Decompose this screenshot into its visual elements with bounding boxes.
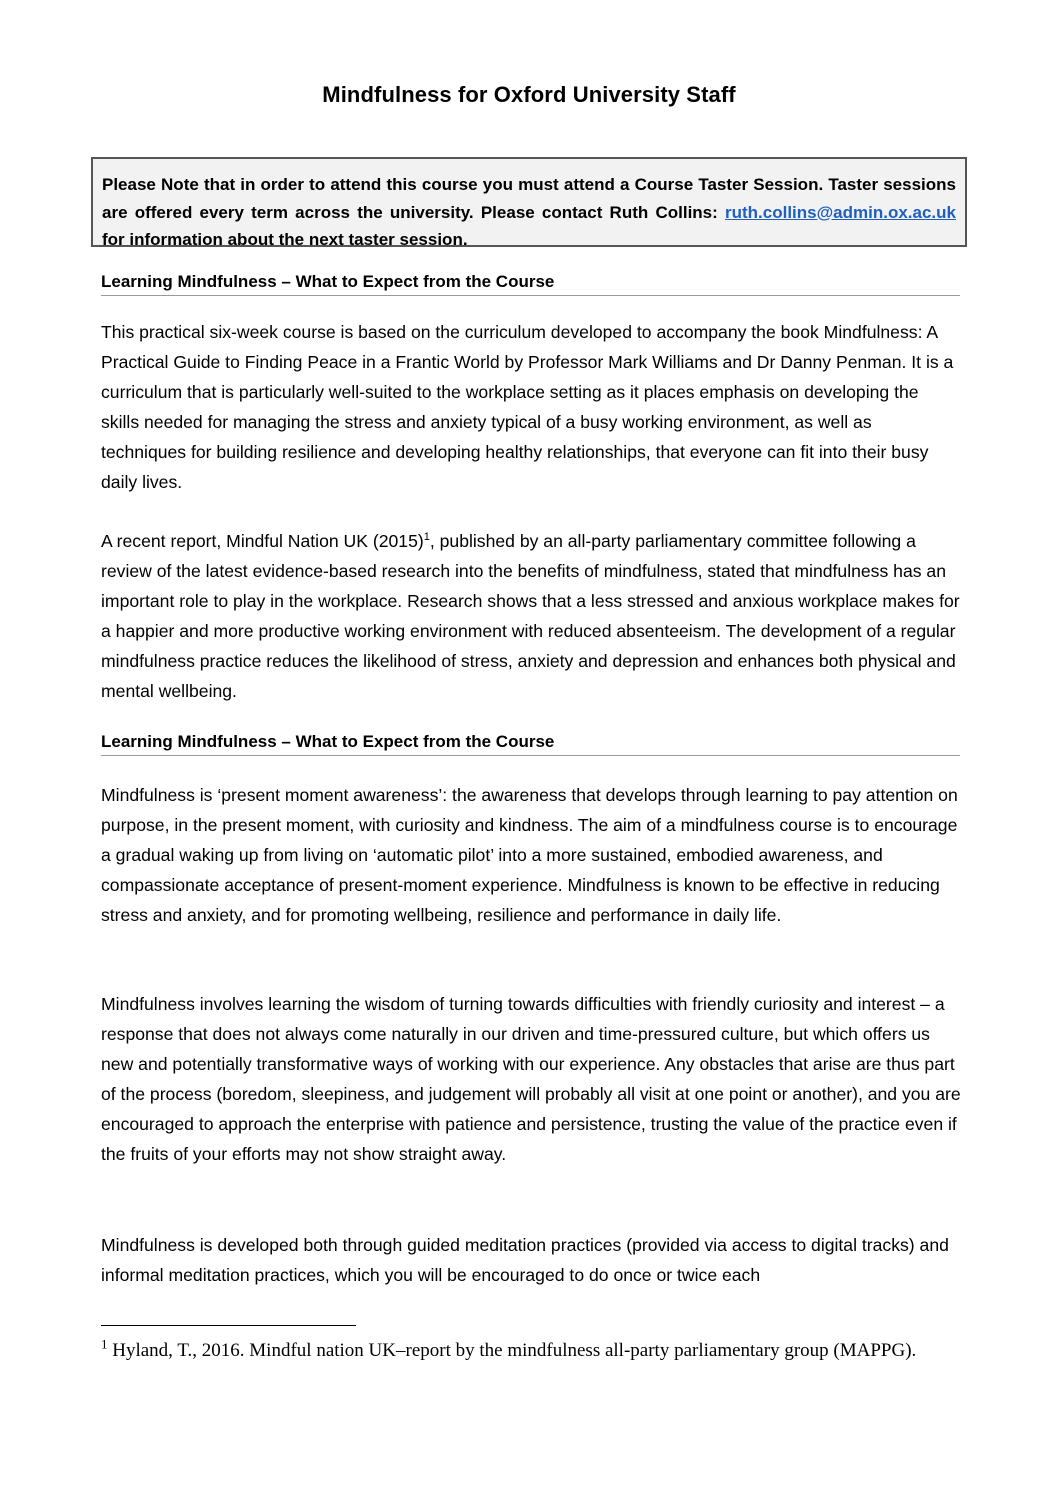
contact-email-link[interactable]: ruth.collins@admin.ox.ac.uk xyxy=(724,202,956,222)
taster-session-notice xyxy=(91,157,967,247)
footnote-text: Hyland, T., 2016. Mindful nation UK–report by the mindfulness all-party parliamentary group (MAPPG). xyxy=(107,1340,917,1361)
page-title: Mindfulness for Oxford University Staff xyxy=(322,82,736,107)
para2-text-after: , published by an all-party parliamentary committee following a review of the latest evidence-based research into the benefits of mindfulness, stated that mindfulness has an important role to play in the workplace. Research shows that a less stressed and anxious workplace makes for a happier and more productive working environment with reduced absenteeism. The development of a regular mindfulness practice reduces the likelihood of stress, anxiety and depression and enhances both physical and mental wellbeing. xyxy=(101,531,960,701)
section2-paragraph-3: Mindfulness is developed both through guided meditation practices (provided via access to digital tracks) and informal meditation practices, which you will be encouraged to do once or twice each xyxy=(101,1235,949,1285)
footnote xyxy=(101,1338,961,1363)
section-heading-2: Learning Mindfulness – What to Expect from the Course xyxy=(101,732,960,756)
footnote-marker: 1 xyxy=(101,1336,108,1352)
section-heading-1: Learning Mindfulness – What to Expect from the Course xyxy=(101,272,960,296)
notice-text-after: for information about the next taster session. xyxy=(102,230,468,249)
notice-text-before: Please Note that in order to attend this course you must attend a Course Taster Session. Taster sessions are offered every term across the university. Please contact Ruth Collins: xyxy=(102,175,956,222)
section2-paragraph-2: Mindfulness involves learning the wisdom of turning towards difficulties with friendly curiosity and interest – a response that does not always come naturally in our driven and time-pressured culture, but which offers us new and potentially transformative ways of working with our experience. Any obstacles that arise are thus part of the process (boredom, sleepiness, and judgement will probably all visit at one point or another), and you are encouraged to approach the enterprise with patience and persistence, trusting the value of the practice even if the fruits of your efforts may not show straight away. xyxy=(101,994,961,1164)
section1-paragraph-2 xyxy=(101,527,961,706)
footnote-separator xyxy=(101,1325,356,1326)
section1-paragraph-1: This practical six-week course is based on the curriculum developed to accompany the book Mindfulness: A Practical Guide to Finding Peace in a Frantic World by Professor Mark Williams and Dr Danny Penman. It is a curriculum that is particularly well-suited to the workplace setting as it places emphasis on developing the skills needed for managing the stress and anxiety typical of a busy working environment, as well as techniques for building resilience and developing healthy relationships, that everyone can fit into their busy daily lives. xyxy=(101,322,954,492)
section2-paragraph-1: Mindfulness is ‘present moment awareness’: the awareness that develops through learning to pay attention on purpose, in the present moment, with curiosity and kindness. The aim of a mindfulness course is to encourage a gradual waking up from living on ‘automatic pilot’ into a more sustained, embodied awareness, and compassionate acceptance of present-moment experience. Mindfulness is known to be effective in reducing stress and anxiety, and for promoting wellbeing, resilience and performance in daily life. xyxy=(101,785,958,925)
footnote-reference: 1 xyxy=(423,531,430,544)
para2-text-before: A recent report, Mindful Nation UK (2015) xyxy=(101,531,424,551)
